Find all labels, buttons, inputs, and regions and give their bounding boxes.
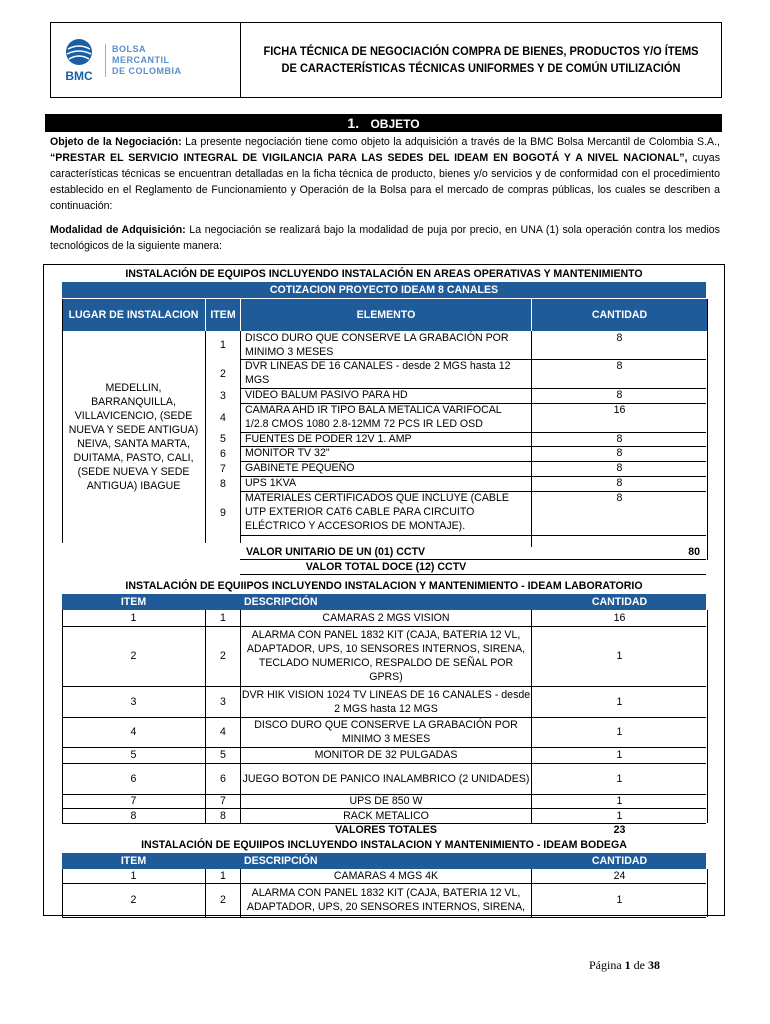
table3-item-index: 2 bbox=[220, 894, 226, 906]
valor-unitario-label: VALOR UNITARIO DE UN (01) CCTV bbox=[246, 546, 426, 558]
table1-item: 8 bbox=[220, 477, 226, 490]
col-divider bbox=[531, 610, 532, 823]
objeto-paragraph: Objeto de la Negociación: La presente negociación tiene como objeto la adquisición a través de la BMC Bolsa Mercantil de Colombia S.A., “PRESTAR EL SERVICIO INTEGRAL DE VIGILANCIA PARA LAS SEDES DEL IDEAM EN BOGOTÁ Y A NIVEL NACIONAL”, cuyas características técnicas se encuentran detalladas en la ficha técnica de producto, bienes y/o servicios y de conformidad con el procedimiento establecido en el Reglamento de Funcionamiento y Operación de la Bolsa para el mercado de compras públicas, los cuales se describen a continuación: bbox=[50, 136, 720, 212]
header-lugar: LUGAR DE INSTALACION bbox=[62, 299, 205, 331]
table1-cantidad: 8 bbox=[616, 477, 623, 489]
row-divider bbox=[62, 823, 706, 824]
table2-item-index: 8 bbox=[220, 809, 226, 822]
table1-cantidad: 8 bbox=[616, 447, 623, 459]
table1-elemento: UPS 1KVA bbox=[245, 477, 297, 489]
document-title: FICHA TÉCNICA DE NEGOCIACIÓN COMPRA DE BIENES, PRODUCTOS Y/O ÍTEMS DE CARACTERÍSTICAS TÉCNICAS UNIFORMES Y DE COMÚN UTILIZACIÓN bbox=[263, 44, 699, 75]
table2-item-index: 5 bbox=[220, 749, 226, 761]
table2-item-index: 4 bbox=[220, 726, 226, 738]
col-divider bbox=[707, 610, 708, 823]
table2-cantidad: 16 bbox=[613, 612, 626, 624]
table1-elemento: GABINETE PEQUEÑO bbox=[245, 462, 355, 474]
table1-elemento: MATERIALES CERTIFICADOS QUE INCLUYE (CABLE UTP EXTERIOR CAT6 CABLE PARA CIRCUITO ELÉCTRICO Y ACCESORIOS DE MONTAJE). bbox=[245, 492, 509, 532]
header-elemento: ELEMENTO bbox=[241, 299, 531, 331]
table2-descripcion: RACK METALICO bbox=[343, 809, 429, 822]
table2-descripcion: ALARMA CON PANEL 1832 KIT (CAJA, BATERIA 12 VL, ADAPTADOR, UPS, 10 SENSORES INTERNOS, SIRENA, TECLADO NUMERICO, RESPALDO DE SEÑAL POR GPRS) bbox=[246, 629, 526, 683]
table1-elemento: MONITOR TV 32" bbox=[245, 447, 330, 459]
table1-item: 5 bbox=[220, 433, 226, 445]
table2-item: 5 bbox=[130, 749, 137, 761]
table2-cantidad: 1 bbox=[616, 795, 623, 807]
globe-icon bbox=[61, 37, 97, 83]
table2-item-index: 1 bbox=[220, 612, 226, 624]
col-divider bbox=[62, 610, 63, 823]
table2-item: 2 bbox=[130, 650, 137, 662]
table1-item: 4 bbox=[220, 411, 226, 424]
modalidad-paragraph: Modalidad de Adquisición: La negociación se realizará bajo la modalidad de puja por precio, en UNA (1) sola operación contra los medios tecnológicos de la siguiente manera: bbox=[50, 224, 720, 252]
col-divider bbox=[240, 610, 241, 823]
table1-elemento: DISCO DURO QUE CONSERVE LA GRABACIÓN POR MINIMO 3 MESES bbox=[245, 332, 509, 358]
table3-cantidad: 24 bbox=[613, 870, 626, 882]
col-divider bbox=[62, 869, 63, 917]
col-divider bbox=[707, 869, 708, 917]
table3-cantidad: 1 bbox=[616, 894, 623, 906]
table2-item-index: 3 bbox=[220, 695, 226, 708]
t3-header-item: ITEM bbox=[120, 855, 147, 867]
table1-cantidad: 8 bbox=[616, 360, 623, 372]
table2-cantidad: 1 bbox=[616, 695, 623, 708]
t2-header-descripcion: DESCRIPCIÓN bbox=[244, 596, 318, 608]
header-cantidad: CANTIDAD bbox=[532, 299, 707, 331]
table1-cantidad: 8 bbox=[616, 433, 623, 445]
col-divider bbox=[205, 869, 206, 917]
table2-cantidad: 1 bbox=[616, 772, 623, 785]
table1-cantidad: 16 bbox=[613, 404, 626, 416]
data-table bbox=[43, 264, 725, 916]
t2-header-cantidad: CANTIDAD bbox=[591, 596, 648, 608]
bmc-logo bbox=[51, 23, 241, 97]
table1-cantidad: 8 bbox=[616, 462, 623, 474]
table1-elemento: FUENTES DE PODER 12V 1. AMP bbox=[245, 433, 412, 445]
table3-descripcion: CAMARAS 4 MGS 4K bbox=[333, 870, 439, 882]
table2-item-index: 2 bbox=[220, 650, 226, 662]
table2-cantidad: 1 bbox=[616, 650, 623, 662]
table3-item: 2 bbox=[130, 894, 137, 906]
valor-total-label: VALOR TOTAL DOCE (12) CCTV bbox=[305, 561, 467, 573]
table2-item: 6 bbox=[130, 772, 137, 785]
table2-descripcion: UPS DE 850 W bbox=[349, 795, 423, 807]
page-total: 38 bbox=[648, 958, 660, 972]
col-divider bbox=[531, 869, 532, 917]
document-header bbox=[50, 22, 722, 98]
page-number: 1 bbox=[624, 958, 631, 972]
table1-item: 9 bbox=[220, 507, 226, 519]
table2-cantidad: 1 bbox=[616, 809, 623, 822]
section-heading bbox=[45, 114, 722, 132]
table1-title: INSTALACIÓN DE EQUIPOS INCLUYENDO INSTALACIÓN EN AREAS OPERATIVAS Y MANTENIMIENTO bbox=[125, 268, 643, 280]
row-divider bbox=[240, 535, 706, 536]
header-item: ITEM bbox=[206, 299, 240, 331]
section-title: OBJETO bbox=[370, 117, 420, 131]
table1-elemento: DVR LINEAS DE 16 CANALES - desde 2 MGS hasta 12 MGS bbox=[245, 360, 511, 386]
table1-cantidad: 8 bbox=[616, 389, 623, 401]
logo-abbr: BMC bbox=[65, 69, 93, 83]
table1-cantidad: 8 bbox=[616, 332, 623, 344]
table2-item: 3 bbox=[130, 695, 137, 708]
table1-elemento: CAMARA AHD IR TIPO BALA METALICA VARIFOCAL 1/2.8 CMOS 1080 2.8-12MM 72 PCS IR LED OSD bbox=[245, 404, 502, 430]
table2-item: 4 bbox=[130, 726, 137, 738]
col-divider bbox=[240, 869, 241, 917]
valor-unitario: 80 bbox=[688, 546, 700, 558]
t3-header-descripcion: DESCRIPCIÓN bbox=[244, 855, 318, 867]
table3-title: INSTALACIÓN DE EQUIIPOS INCLUYENDO INSTALACION Y MANTENIMIENTO - IDEAM BODEGA bbox=[141, 839, 627, 851]
section-number: 1. bbox=[347, 115, 360, 131]
col-divider bbox=[205, 610, 206, 823]
table1-item: 7 bbox=[220, 462, 226, 475]
lugar-instalacion: MEDELLIN, BARRANQUILLA, VILLAVICENCIO, (SEDE NUEVA Y SEDE ANTIGUA) NEIVA, SANTA MARTA, DUITAMA, PASTO, CALI, (SEDE NUEVA Y SEDE ANTIGUA) IBAGUE bbox=[68, 382, 199, 492]
table3-item: 1 bbox=[130, 870, 137, 882]
table2-cantidad: 1 bbox=[616, 726, 623, 738]
table2-item: 1 bbox=[130, 612, 137, 624]
table1-subtitle: COTIZACION PROYECTO IDEAM 8 CANALES bbox=[62, 282, 706, 298]
table1-item: 1 bbox=[220, 339, 226, 351]
table1-item: 2 bbox=[220, 367, 226, 380]
t3-header-cantidad: CANTIDAD bbox=[591, 855, 648, 867]
table2-descripcion: DISCO DURO QUE CONSERVE LA GRABACIÓN POR MINIMO 3 MESES bbox=[254, 719, 518, 745]
table2-title: INSTALACIÓN DE EQUIIPOS INCLUYENDO INSTALACION Y MANTENIMIENTO - IDEAM LABORATORIO bbox=[125, 580, 643, 592]
table2-item-index: 7 bbox=[220, 795, 226, 807]
table1-cantidad: 8 bbox=[616, 492, 623, 504]
table3-descripcion: ALARMA CON PANEL 1832 KIT (CAJA, BATERIA 12 VL, ADAPTADOR, UPS, 20 SENSORES INTERNOS, SIRENA, bbox=[246, 887, 526, 913]
table2-descripcion: CAMARAS 2 MGS VISION bbox=[322, 612, 450, 624]
table2-item-index: 6 bbox=[220, 772, 226, 785]
table1-item: 6 bbox=[220, 447, 226, 460]
t2-total: 23 bbox=[613, 824, 626, 836]
t2-header-item: ITEM bbox=[120, 596, 147, 608]
table2-descripcion: JUEGO BOTON DE PANICO INALAMBRICO (2 UNIDADES) bbox=[242, 772, 530, 785]
table2-cantidad: 1 bbox=[616, 749, 623, 761]
table3-item-index: 1 bbox=[220, 870, 226, 882]
table2-descripcion: MONITOR DE 32 PULGADAS bbox=[314, 749, 458, 761]
table1-elemento: VIDEO BALUM PASIVO PARA HD bbox=[245, 389, 408, 401]
table2-descripcion: DVR HIK VISION 1024 TV LINEAS DE 16 CANALES - desde 2 MGS hasta 12 MGS bbox=[241, 688, 531, 715]
table1-item: 3 bbox=[220, 389, 226, 402]
table2-item: 7 bbox=[130, 795, 137, 807]
row-divider bbox=[62, 917, 706, 918]
page-footer: Página 1 de 38 bbox=[589, 958, 660, 972]
t2-total-label: VALORES TOTALES bbox=[335, 824, 437, 836]
table2-item: 8 bbox=[130, 809, 137, 822]
logo-text: BOLSA MERCANTIL DE COLOMBIA bbox=[105, 44, 182, 77]
